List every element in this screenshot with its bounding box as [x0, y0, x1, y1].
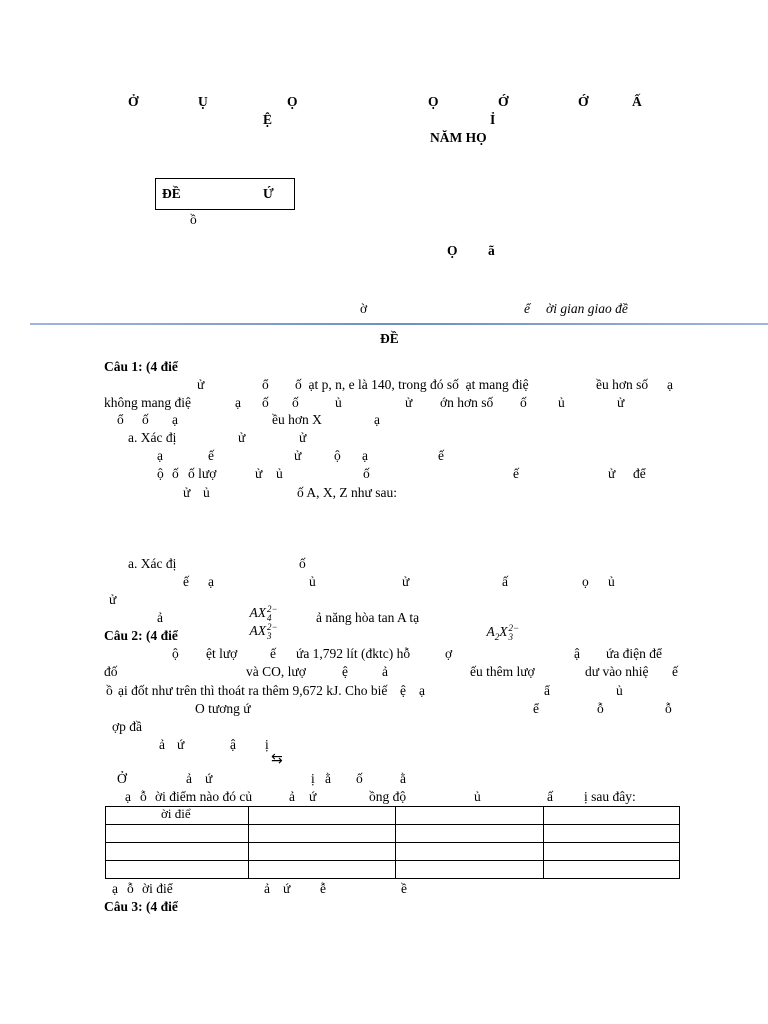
q2-table-intro-fragment: ủ: [474, 789, 481, 804]
table-cell: [249, 861, 396, 879]
q2-eq-line-fragment: ị: [311, 771, 315, 786]
table-cell: [396, 843, 544, 861]
table-row: [106, 861, 680, 879]
q2-line-3-fragment: ủ: [616, 683, 623, 698]
q2-table-intro-fragment: ả: [289, 789, 295, 804]
q2-eq-line-fragment: ằ: [400, 771, 406, 786]
q2-line-4-fragment: ể: [533, 701, 539, 716]
header-glyph: Ớ: [578, 94, 589, 109]
q1-line-6-fragment: ủ: [276, 466, 283, 481]
q2-line-5-fragment: ợp đầ: [112, 719, 143, 734]
q2-table-note-fragment: ứ: [283, 881, 291, 896]
q2-eq-line-fragment: Ở: [117, 771, 127, 786]
q1-line-5-fragment: ế: [438, 448, 444, 463]
q2-line-1-fragment: ế: [270, 646, 276, 661]
q2-line-2-fragment: ếu thêm lượ: [470, 664, 535, 679]
q2-line-1-fragment: ứa điện để: [606, 646, 663, 661]
q2-line-2-fragment: đố: [104, 664, 118, 679]
q1-line-2-fragment: ố: [520, 395, 527, 410]
q1b-line-1-fragment: ố: [299, 556, 306, 571]
q1-line-6-fragment: ố: [172, 466, 179, 481]
q2-table-note-fragment: ả: [264, 881, 270, 896]
q1-line-4-fragment: a. Xác đị: [128, 430, 177, 445]
q2-table-note-fragment: ời điể: [142, 881, 173, 896]
header-glyph: Ọ: [428, 94, 439, 109]
header-glyph: Ọ: [287, 94, 298, 109]
q1-line-2-fragment: ố: [292, 395, 299, 410]
question-2-title: Câu 2: (4 điể: [104, 628, 178, 643]
table-cell: [544, 807, 680, 825]
table-cell: [396, 807, 544, 825]
q1b-line-4-fragment: ả: [157, 610, 163, 625]
subject-value: ã: [488, 243, 495, 258]
question-3-title: Câu 3: (4 điể: [104, 899, 178, 914]
q1b-line-3-fragment: ử: [109, 592, 117, 607]
q1-line-5-fragment: ộ: [334, 448, 341, 463]
q2-table-intro-fragment: ời điểm nào đó củ: [155, 789, 253, 804]
q1-line-2-fragment: ủ: [558, 395, 565, 410]
q2-line-4-fragment: ỗ: [665, 701, 672, 716]
q2-eq-line-fragment: ứ: [205, 771, 213, 786]
q1-line-2-fragment: ố: [262, 395, 269, 410]
table-cell: [396, 861, 544, 879]
table-cell: [249, 825, 396, 843]
formula-a2x3: $A_2X$ 2− 3: [486, 622, 520, 642]
equilibrium-arrow-icon: ⇆: [271, 751, 283, 767]
q1-line-4-fragment: ử: [238, 430, 246, 445]
q2-line-1-fragment: ộ: [172, 646, 179, 661]
q1b-line-4-fragment: ả năng hòa tan A tạ: [316, 610, 420, 625]
header-glyph: Ụ: [198, 94, 208, 109]
q2-eq-line-fragment: ả: [186, 771, 192, 786]
q1-line-6-fragment: ố lượ: [188, 466, 217, 481]
official-box-note: ồ: [190, 212, 197, 227]
q1-line-6-fragment: ộ: [157, 466, 164, 481]
header-glyph: Ỉ: [490, 112, 496, 127]
table-row: [106, 807, 680, 825]
q2-line-6-fragment: ậ: [230, 737, 236, 752]
q1b-line-2-fragment: ế: [183, 574, 189, 589]
q1-line-1-fragment: ử: [197, 377, 205, 392]
q2-eq-line-fragment: ố: [356, 771, 363, 786]
q1-line-6-fragment: ử: [608, 466, 616, 481]
q1-line-2-fragment: không mang điệ: [104, 395, 191, 410]
q1b-line-2-fragment: ọ: [582, 574, 589, 589]
section-title: ĐỀ: [380, 331, 399, 346]
q2-line-3-fragment: ại đốt như trên thì thoát ra thêm 9,672 kJ. Cho biế: [118, 683, 388, 698]
q2-line-2-fragment: ệ: [342, 664, 348, 679]
official-box-label-right: Ứ: [263, 186, 274, 201]
q1-line-7-fragment: ố A, X, Z như sau:: [297, 485, 397, 500]
school-year-label: NĂM HỌ: [430, 130, 487, 145]
q1-line-1-fragment: ổ: [262, 377, 269, 392]
subject-label: Ọ: [447, 243, 458, 258]
q2-line-1-fragment: ứa 1,792 lít (đktc) hỗ: [296, 646, 411, 661]
q1-line-3-fragment: ạ: [374, 412, 380, 427]
header-glyph: Ấ: [632, 94, 642, 109]
time-label: ờ: [360, 301, 368, 316]
q2-line-3-fragment: ẩ: [544, 683, 550, 698]
header-glyph: Ệ: [263, 112, 273, 127]
q2-line-1-fragment: ậ: [574, 646, 580, 661]
q2-line-3-fragment: ệ: [400, 683, 406, 698]
q1-line-7-fragment: ử: [183, 485, 191, 500]
time-mid: ể: [524, 301, 530, 316]
q2-table-note-fragment: ễ: [320, 881, 326, 896]
q1-line-2-fragment: ử: [617, 395, 625, 410]
q2-line-4-fragment: O tương ứ: [195, 701, 251, 716]
q1-line-3-fragment: ạ: [172, 412, 178, 427]
q1-line-3-fragment: ổ: [117, 412, 124, 427]
q2-line-6-fragment: ả: [159, 737, 165, 752]
q1b-line-2-fragment: ấ: [502, 574, 508, 589]
q1-line-5-fragment: ế: [208, 448, 214, 463]
table-cell: [544, 861, 680, 879]
concentration-table: [105, 806, 680, 879]
table-cell: [544, 843, 680, 861]
q1b-line-2-fragment: ủ: [608, 574, 615, 589]
table-cell: [249, 807, 396, 825]
q1b-line-2-fragment: ủ: [309, 574, 316, 589]
q2-table-intro-fragment: ấ: [547, 789, 553, 804]
table-cell: ời điể: [106, 807, 249, 825]
table-cell: [106, 861, 249, 879]
q2-line-2-fragment: dư vào nhiệ: [585, 664, 649, 679]
q2-line-6-fragment: ứ: [177, 737, 185, 752]
time-note: ời gian giao đề: [546, 301, 628, 316]
q1-line-1-fragment: ạ: [667, 377, 673, 392]
q2-line-2-fragment: ả: [382, 664, 388, 679]
header-glyph: Ở: [128, 94, 139, 109]
q1-line-2-fragment: ạ: [235, 395, 241, 410]
table-row: [106, 843, 680, 861]
q2-line-3-fragment: ồ: [106, 683, 113, 698]
table-cell: [396, 825, 544, 843]
q1-line-2-fragment: ớn hơn số: [440, 395, 494, 410]
q2-line-2-fragment: và CO, lượ: [246, 664, 306, 679]
q1-line-7-fragment: ủ: [203, 485, 210, 500]
q1-line-2-fragment: ử: [405, 395, 413, 410]
table-cell: [106, 825, 249, 843]
q2-table-note-fragment: ỗ: [127, 881, 134, 896]
q2-line-3-fragment: ạ: [419, 683, 425, 698]
table-cell: [106, 843, 249, 861]
question-1-title: Câu 1: (4 điể: [104, 359, 178, 374]
official-box-label-left: ĐỀ: [162, 186, 181, 201]
q1-line-6-fragment: ế: [513, 466, 519, 481]
q1-line-3-fragment: ều hơn X: [272, 412, 322, 427]
header-glyph: Ớ: [498, 94, 509, 109]
q1-line-6-fragment: ử: [255, 466, 263, 481]
formula-ax3: AX 2− 3: [249, 621, 278, 641]
table-cell: [249, 843, 396, 861]
q1-line-5-fragment: ạ: [157, 448, 163, 463]
header-divider: [30, 323, 768, 325]
q2-table-intro-fragment: ỗ: [140, 789, 147, 804]
q1-line-1-fragment: ều hơn số: [596, 377, 649, 392]
q2-line-1-fragment: ệt lượ: [206, 646, 238, 661]
q1-line-5-fragment: ử: [294, 448, 302, 463]
q2-line-6-fragment: ị: [265, 737, 269, 752]
q2-table-intro-fragment: ứ: [309, 789, 317, 804]
q1b-line-2-fragment: ử: [402, 574, 410, 589]
q2-eq-line-fragment: ằ: [325, 771, 331, 786]
q2-table-intro-fragment: ồng độ: [369, 789, 407, 804]
q1-line-5-fragment: ạ: [362, 448, 368, 463]
q2-line-1-fragment: ợ: [445, 646, 453, 661]
table-cell: [544, 825, 680, 843]
formula-ax4: AX 2− 4: [249, 603, 278, 623]
q1-line-3-fragment: ố: [142, 412, 149, 427]
q2-table-intro-fragment: ị sau đây:: [584, 789, 636, 804]
q2-line-2-fragment: ế: [672, 664, 678, 679]
q2-table-intro-fragment: ạ: [125, 789, 131, 804]
q1b-line-2-fragment: ạ: [208, 574, 214, 589]
q2-table-note-fragment: ạ: [112, 881, 118, 896]
q2-line-4-fragment: ỗ: [597, 701, 604, 716]
q2-table-note-fragment: ề: [401, 881, 407, 896]
table-row: [106, 825, 680, 843]
q1-line-1-fragment: ố ạt p, n, e là 140, trong đó số ạt mang điệ: [295, 377, 529, 392]
q1-line-2-fragment: ủ: [335, 395, 342, 410]
q1-line-4-fragment: ử: [299, 430, 307, 445]
q1-line-6-fragment: để: [633, 466, 646, 481]
q1b-line-1-fragment: a. Xác đị: [128, 556, 177, 571]
q1-line-6-fragment: ố: [363, 466, 370, 481]
